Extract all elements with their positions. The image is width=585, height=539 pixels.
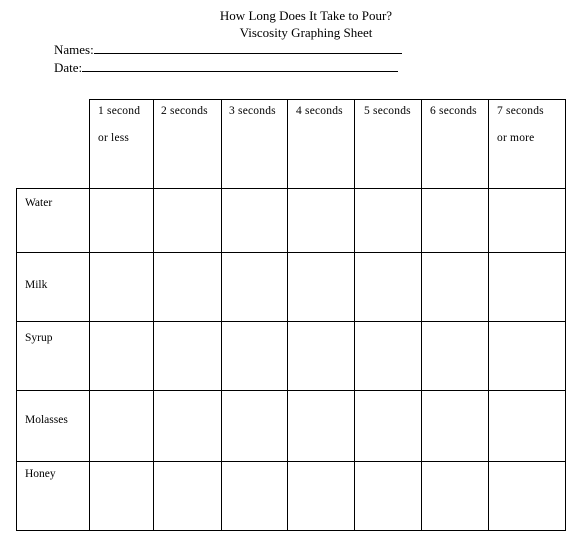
table-cell[interactable] — [288, 322, 354, 390]
table-cell[interactable] — [422, 391, 488, 461]
table-cell[interactable] — [288, 253, 354, 321]
table-label-column-left-border — [16, 188, 17, 531]
table-cell[interactable] — [288, 189, 354, 252]
column-header — [229, 104, 276, 118]
column-header — [161, 104, 208, 118]
column-header — [430, 104, 477, 118]
table-cell[interactable] — [154, 322, 221, 390]
table-cell[interactable] — [90, 391, 153, 461]
table-cell[interactable] — [90, 462, 153, 530]
names-label: Names: — [54, 42, 94, 57]
row-label: Molasses — [25, 414, 68, 426]
column-header-line1: 2 seconds — [161, 105, 208, 117]
table-cell[interactable] — [355, 391, 421, 461]
table-cell[interactable] — [489, 189, 565, 252]
table-cell[interactable] — [422, 189, 488, 252]
table-row-border — [16, 530, 566, 531]
table-cell[interactable] — [222, 253, 287, 321]
table-cell[interactable] — [422, 462, 488, 530]
table-cell[interactable] — [422, 322, 488, 390]
table-cell[interactable] — [154, 391, 221, 461]
table-cell[interactable] — [222, 391, 287, 461]
row-label: Honey — [25, 468, 56, 480]
table-cell[interactable] — [288, 462, 354, 530]
table-cell[interactable] — [489, 253, 565, 321]
column-header — [497, 104, 544, 145]
column-header-line1: 4 seconds — [296, 105, 343, 117]
column-header — [296, 104, 343, 118]
table-cell[interactable] — [222, 322, 287, 390]
column-header-line2: or less — [98, 132, 130, 144]
row-label: Water — [25, 197, 53, 209]
sheet-title: How Long Does It Take to Pour? — [219, 8, 393, 23]
table-header-top-border — [89, 99, 566, 100]
table-cell[interactable] — [489, 462, 565, 530]
table-cell[interactable] — [222, 189, 287, 252]
table-cell[interactable] — [489, 322, 565, 390]
row-label: Syrup — [25, 332, 53, 344]
table-cell[interactable] — [422, 253, 488, 321]
table-cell[interactable] — [90, 253, 153, 321]
table-cell[interactable] — [489, 391, 565, 461]
column-header-line1: 3 seconds — [229, 105, 276, 117]
table-cell[interactable] — [355, 462, 421, 530]
table-cell[interactable] — [288, 391, 354, 461]
column-header — [364, 104, 411, 118]
sheet-subtitle: Viscosity Graphing Sheet — [239, 25, 373, 40]
table-cell[interactable] — [90, 189, 153, 252]
table-cell[interactable] — [154, 189, 221, 252]
column-header-line1: 1 second — [98, 105, 141, 117]
table-cell[interactable] — [154, 462, 221, 530]
table-cell[interactable] — [355, 253, 421, 321]
column-header-line2: or more — [497, 132, 535, 144]
column-header-line1: 6 seconds — [430, 105, 477, 117]
column-header-line1: 5 seconds — [364, 105, 411, 117]
row-label: Milk — [25, 279, 48, 291]
column-header-line1: 7 seconds — [497, 105, 544, 117]
table-cell[interactable] — [355, 322, 421, 390]
table-column-border — [565, 99, 566, 531]
column-header — [98, 104, 140, 145]
table-cell[interactable] — [90, 322, 153, 390]
table-cell[interactable] — [355, 189, 421, 252]
table-cell[interactable] — [154, 253, 221, 321]
date-label: Date: — [54, 60, 83, 75]
table-cell[interactable] — [222, 462, 287, 530]
